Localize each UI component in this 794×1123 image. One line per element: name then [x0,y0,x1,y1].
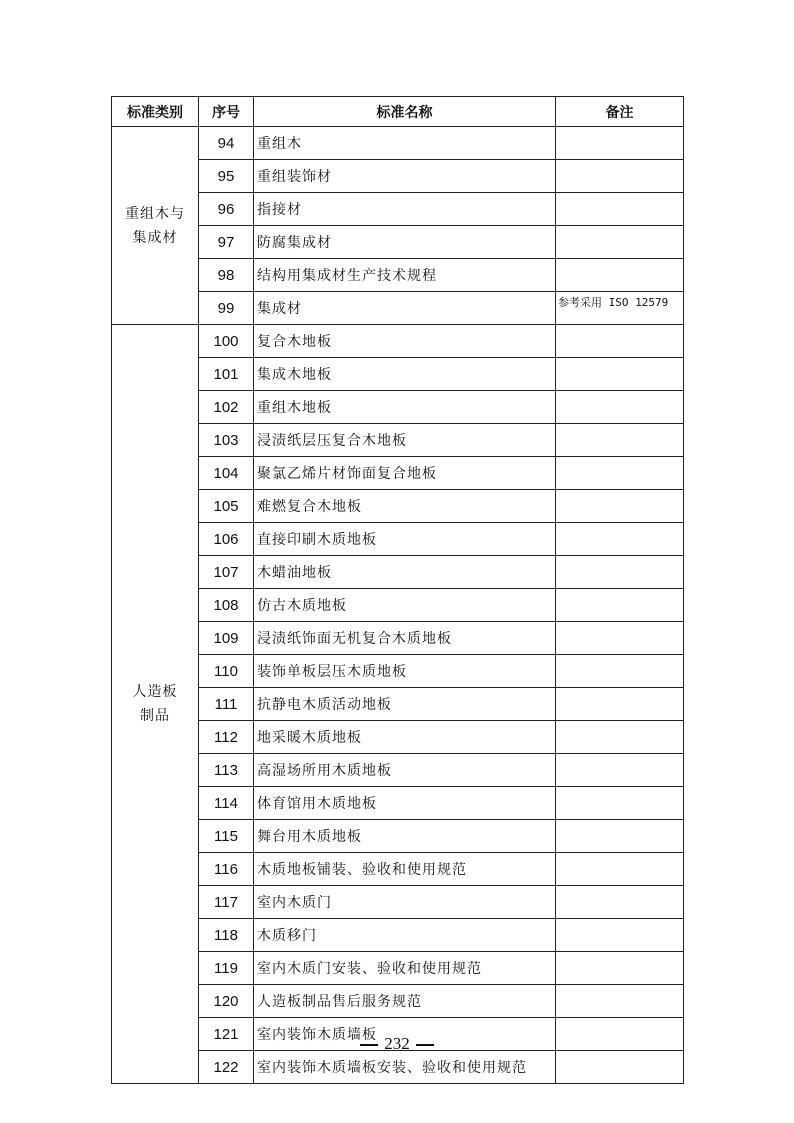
serial-number-cell: 118 [199,919,254,952]
standard-name-cell: 室内木质门 [254,886,556,919]
page-number-right-dash [416,1044,434,1046]
table-header-row [112,97,684,127]
standard-name-cell: 室内木质门安装、验收和使用规范 [254,952,556,985]
serial-number-cell: 97 [199,226,254,259]
serial-number-cell: 107 [199,556,254,589]
standard-name-cell: 高湿场所用木质地板 [254,754,556,787]
serial-number-cell: 96 [199,193,254,226]
serial-number-cell: 112 [199,721,254,754]
note-cell [556,490,684,523]
serial-number-cell: 101 [199,358,254,391]
serial-number-cell: 110 [199,655,254,688]
standard-name-cell: 复合木地板 [254,325,556,358]
header-category: 标准类别 [112,97,199,127]
standard-name-cell: 地采暖木质地板 [254,721,556,754]
standard-name-cell: 浸渍纸层压复合木地板 [254,424,556,457]
serial-number-cell: 117 [199,886,254,919]
standards-table [111,96,684,1084]
serial-number-cell: 120 [199,985,254,1018]
serial-number-cell: 94 [199,127,254,160]
page-number-text: 232 [384,1034,410,1053]
serial-number-cell: 103 [199,424,254,457]
page-number [0,1034,794,1054]
category-label-line: 人造板 [132,684,178,700]
serial-number-cell: 114 [199,787,254,820]
note-cell [556,721,684,754]
standard-name-cell: 木质地板铺装、验收和使用规范 [254,853,556,886]
note-cell [556,787,684,820]
table-body [112,127,684,1084]
standard-name-cell: 指接材 [254,193,556,226]
note-cell [556,952,684,985]
note-cell [556,358,684,391]
standard-name-cell: 防腐集成材 [254,226,556,259]
standard-name-cell: 结构用集成材生产技术规程 [254,259,556,292]
note-cell [556,820,684,853]
category-label-line: 制品 [140,708,170,724]
standard-name-cell: 木质移门 [254,919,556,952]
serial-number-cell: 98 [199,259,254,292]
standard-name-cell: 集成木地板 [254,358,556,391]
header-note: 备注 [556,97,684,127]
category-cell [112,127,199,325]
table-row [112,127,684,160]
serial-number-cell: 95 [199,160,254,193]
serial-number-cell: 108 [199,589,254,622]
page-number-left-dash [360,1044,378,1046]
note-cell [556,523,684,556]
note-cell [556,754,684,787]
note-cell [556,127,684,160]
note-cell [556,160,684,193]
note-cell [556,325,684,358]
note-cell [556,259,684,292]
standard-name-cell: 仿古木质地板 [254,589,556,622]
header-number: 序号 [199,97,254,127]
category-label-line: 重组木与 [125,205,185,222]
note-cell [556,853,684,886]
standard-name-cell: 体育馆用木质地板 [254,787,556,820]
standard-name-cell: 重组木 [254,127,556,160]
note-cell [556,886,684,919]
note-cell [556,424,684,457]
standard-name-cell: 抗静电木质活动地板 [254,688,556,721]
standard-name-cell: 聚氯乙烯片材饰面复合地板 [254,457,556,490]
note-cell [556,589,684,622]
standard-name-cell: 装饰单板层压木质地板 [254,655,556,688]
table-row [112,325,684,358]
standard-name-cell: 室内装饰木质墙板 [254,1018,556,1051]
note-cell [556,457,684,490]
serial-number-cell: 102 [199,391,254,424]
serial-number-cell: 106 [199,523,254,556]
standard-name-cell: 舞台用木质地板 [254,820,556,853]
standard-name-cell: 直接印刷木质地板 [254,523,556,556]
note-cell [556,919,684,952]
note-cell [556,556,684,589]
serial-number-cell: 119 [199,952,254,985]
standard-name-cell: 浸渍纸饰面无机复合木质地板 [254,622,556,655]
serial-number-cell: 99 [199,292,254,325]
note-cell [556,985,684,1018]
note-cell [556,655,684,688]
note-cell [556,688,684,721]
standard-name-cell: 难燃复合木地板 [254,490,556,523]
serial-number-cell: 115 [199,820,254,853]
standard-name-cell: 集成材 [254,292,556,325]
serial-number-cell: 121 [199,1018,254,1051]
standard-name-cell: 重组装饰材 [254,160,556,193]
note-cell [556,226,684,259]
serial-number-cell: 113 [199,754,254,787]
header-name: 标准名称 [254,97,556,127]
standard-name-cell: 重组木地板 [254,391,556,424]
serial-number-cell: 100 [199,325,254,358]
note-cell: 参考采用 ISO 12579 [556,292,684,325]
note-cell [556,391,684,424]
serial-number-cell: 105 [199,490,254,523]
serial-number-cell: 116 [199,853,254,886]
note-cell [556,193,684,226]
note-cell [556,622,684,655]
serial-number-cell: 104 [199,457,254,490]
note-cell [556,1051,684,1084]
category-cell [112,325,199,1084]
serial-number-cell: 122 [199,1051,254,1084]
serial-number-cell: 109 [199,622,254,655]
category-label-line: 集成材 [132,229,178,246]
serial-number-cell: 111 [199,688,254,721]
standard-name-cell: 室内装饰木质墙板安装、验收和使用规范 [254,1051,556,1084]
standard-name-cell: 人造板制品售后服务规范 [254,985,556,1018]
standard-name-cell: 木蜡油地板 [254,556,556,589]
